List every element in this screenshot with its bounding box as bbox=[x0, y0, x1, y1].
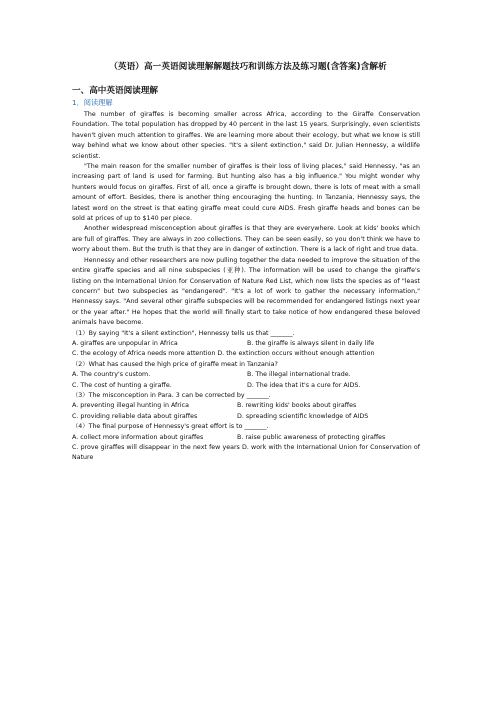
option-b: B. The illegal international trade. bbox=[247, 371, 351, 379]
passage-and-questions bbox=[72, 110, 420, 464]
option-a: A. giraffes are unpopular in Africa bbox=[72, 339, 178, 347]
option-a: A. collect more information about giraffes bbox=[72, 433, 204, 441]
question-stem: （2）What has caused the high price of giraffe meat in Tanzania? bbox=[72, 360, 278, 368]
option-c-d: C. prove giraffes will disappear in the next few years D. work with the International Union for Conservation of Nature bbox=[72, 444, 420, 462]
question-1 bbox=[72, 329, 420, 360]
question-3 bbox=[72, 391, 420, 422]
option-b: B. rewriting kids' books about giraffes bbox=[237, 402, 357, 410]
passage-paragraph: Hennessy and other researchers are now pulling together the data needed to improve the situation of the entire giraffe species and all nine subspecies (亚种). The information will be used to change the giraffe's listing on the International Union for Conservation of Nature Red List, which now lists the species as of "least concern" but two subspecies as "endangered". "It's a lot of work to gather the necessary information," Hennessy says. "And several other giraffe subspecies will be recommended for endangered listings next year or the year after." He hopes that the world will finally start to take notice of how endangered these beloved animals have become. bbox=[72, 256, 420, 327]
question-4 bbox=[72, 422, 420, 464]
question-stem: （3）The misconception in Para. 3 can be corrected by _______. bbox=[72, 391, 271, 399]
question-number: 1． bbox=[72, 98, 84, 107]
question-2 bbox=[72, 360, 420, 391]
passage-paragraph: "The main reason for the smaller number of giraffes is their loss of living places," said Hennessy, "as an increasing part of land is used for farming. But hunting also has a big influence." You might wonder why hunters would focus on giraffes. First of all, once a giraffe is brought down, there is lots of meat with a small amount of effort. Besides, there is another thing encouraging the hunting. In Tanzania, Hennessy says, the latest word on the street is that eating giraffe meat could cure AIDS. Fresh giraffe heads and bones can be sold at prices of up to $140 per piece. bbox=[72, 163, 420, 223]
option-a: A. preventing illegal hunting in Africa bbox=[72, 402, 189, 410]
question-number-label bbox=[72, 98, 113, 108]
document-title: （英语）高一英语阅读理解解题技巧和训练方法及练习题(含答案)含解析 bbox=[109, 62, 387, 72]
option-a: A. The country's custom. bbox=[72, 371, 151, 379]
option-c: C. The cost of hunting a giraffe. bbox=[72, 381, 172, 389]
option-b: B. the giraffe is always silent in daily life bbox=[247, 339, 375, 347]
section-heading: 一、高中英语阅读理解 bbox=[72, 86, 158, 96]
option-b: B. raise public awareness of protecting giraffes bbox=[237, 433, 386, 441]
option-c: C. providing reliable data about giraffes bbox=[72, 412, 198, 420]
option-d: D. The idea that it's a cure for AIDS. bbox=[247, 381, 361, 389]
question-stem: （1）By saying "It's a silent extinction", Hennessy tells us that _______. bbox=[72, 329, 295, 337]
passage-paragraph: Another widespread misconception about giraffes is that they are everywhere. Look at kids' books which are full of giraffes. They are always in zoo collections. They can be seen easily, so you don't think we have to worry about them. But the truth is that they are in danger of extinction. There is a lack of right and true data. bbox=[72, 225, 420, 254]
question-type: 阅读理解 bbox=[83, 98, 113, 107]
question-stem: （4）The final purpose of Hennessy's great effort is to _______. bbox=[72, 423, 269, 431]
option-d: D. spreading scientific knowledge of AIDS bbox=[237, 412, 369, 420]
passage-paragraph: The number of giraffes is becoming smaller across Africa, according to the Giraffe Conservation Foundation. The total population has dropped by 40 percent in the last 15 years. Surprisingly, even scientists haven't given much attention to giraffes. We are learning more about their ecology, but what we know is still way behind what we know about other species. "It's a silent extinction," said Dr. Julian Hennessy, a wildlife scientist. bbox=[72, 111, 420, 160]
option-c-d: C. the ecology of Africa needs more attention D. the extinction occurs without enough attention bbox=[72, 350, 375, 358]
